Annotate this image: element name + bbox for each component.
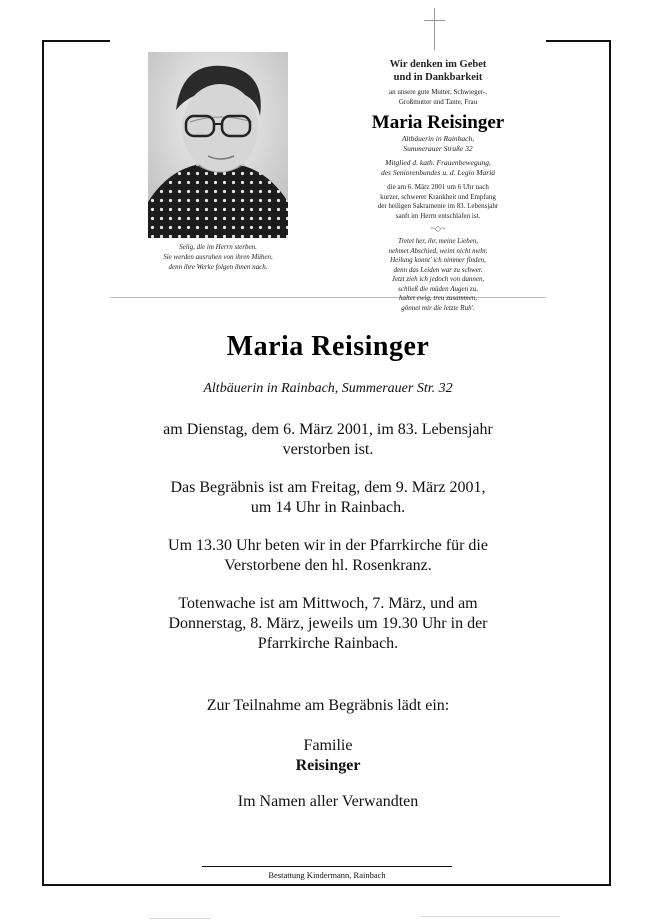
invitation-text: Zur Teilnahme am Begräbnis lädt ein: [206, 697, 450, 714]
notice-title: Maria Reisinger [226, 331, 430, 362]
card-membership-line: Mitglied d. kath. Frauenbewegung, [385, 158, 491, 167]
card-address [348, 134, 528, 154]
paragraph-line: Das Begräbnis ist am Freitag, dem 9. März 2001, [170, 479, 486, 496]
paragraph-line: Um 13.30 Uhr beten wir in der Pfarrkirche für die [168, 537, 488, 554]
paragraph-line: Pfarrkirche Rainbach. [257, 635, 399, 652]
card-death-line: kurzer, schwerer Krankheit und Empfang [380, 192, 496, 201]
bible-verse [132, 242, 304, 272]
poem-line: Tretet her, ihr, meine Lieben, [397, 237, 479, 245]
verse-line: Sie werden ausruhen von ihren Mühen, [163, 253, 273, 261]
card-death-line: der heiligen Sakramente im 83. Lebensjahr [377, 202, 499, 210]
card-deceased-name: Maria Reisinger [371, 112, 505, 133]
paragraph-line: verstorben ist. [282, 441, 374, 458]
card-address-line: Summerauer Straße 32 [403, 144, 473, 153]
card-death-notice [348, 183, 528, 221]
card-poem [348, 237, 528, 313]
wake-paragraph [110, 594, 546, 654]
card-relation [348, 88, 528, 107]
card-death-line: sanft im Herrn entschlafen ist. [395, 211, 481, 220]
card-heading [348, 58, 528, 84]
family-label: Familie [303, 737, 353, 754]
death-date-paragraph [110, 420, 546, 460]
paragraph-line: Verstorbene den hl. Rosenkranz. [224, 557, 432, 574]
card-heading-line: und in Dankbarkeit [393, 72, 483, 83]
funeral-date-paragraph [110, 478, 546, 518]
cross-symbol-vertical [434, 8, 435, 50]
funeral-notice [110, 330, 546, 812]
paragraph-line: am Dienstag, dem 6. März 2001, im 83. Lebensjahr [163, 421, 493, 438]
card-address-line: Altbäuerin in Rainbach, [401, 134, 475, 143]
card-membership-line: des Seniorenbundes u. d. Legio Mariä [380, 168, 496, 177]
poem-line: Jetzt zieh ich jedoch von dannen, [391, 275, 485, 283]
card-death-line: die am 6. März 2001 um 6 Uhr nach [387, 183, 489, 191]
card-relation-line: an unsere gute Mutter, Schwieger-, [389, 88, 487, 96]
family-name: Reisinger [295, 757, 361, 774]
verse-line: Selig, die im Herrn sterben. [179, 243, 257, 251]
rosary-paragraph [110, 536, 546, 576]
footer-divider [202, 866, 452, 867]
undertaker-credit: Bestattung Kindermann, Rainbach [268, 870, 386, 880]
scan-smudge [150, 918, 210, 919]
paragraph-line: Donnerstag, 8. März, jeweils um 19.30 Uhr in der [168, 615, 488, 632]
paragraph-line: um 14 Uhr in Rainbach. [250, 499, 406, 516]
ornament-divider: ~◇~ [430, 224, 446, 233]
card-membership [348, 158, 528, 178]
card-heading-line: Wir denken im Gebet [389, 59, 487, 70]
relatives-line: Im Namen aller Verwandten [237, 793, 419, 810]
poem-line: denn das Leiden war zu schwer. [393, 265, 483, 274]
scan-smudge [420, 916, 560, 917]
paragraph-line: Totenwache ist am Mittwoch, 7. März, und am [178, 595, 478, 612]
card-relation-line: Großmutter und Tante, Frau [398, 97, 478, 106]
poem-line: haltet ewig, treu zusammen, [398, 294, 478, 302]
notice-subtitle: Altbäuerin in Rainbach, Summerauer Str. 32 [203, 381, 453, 396]
poem-line: schließ die müden Augen zu, [398, 284, 478, 293]
verse-line: denn ihre Werke folgen ihnen nach. [168, 263, 268, 271]
poem-line: gönnet mir die letzte Ruh'. [401, 303, 475, 312]
poem-line: nehmet Abschied, weint nicht mehr. [388, 246, 488, 255]
portrait-image [148, 52, 288, 238]
portrait-photo [148, 52, 288, 238]
poem-line: Heilung konnt' ich nimmer finden, [390, 256, 486, 264]
card-text-column [348, 58, 528, 313]
cross-symbol-horizontal [424, 20, 445, 21]
